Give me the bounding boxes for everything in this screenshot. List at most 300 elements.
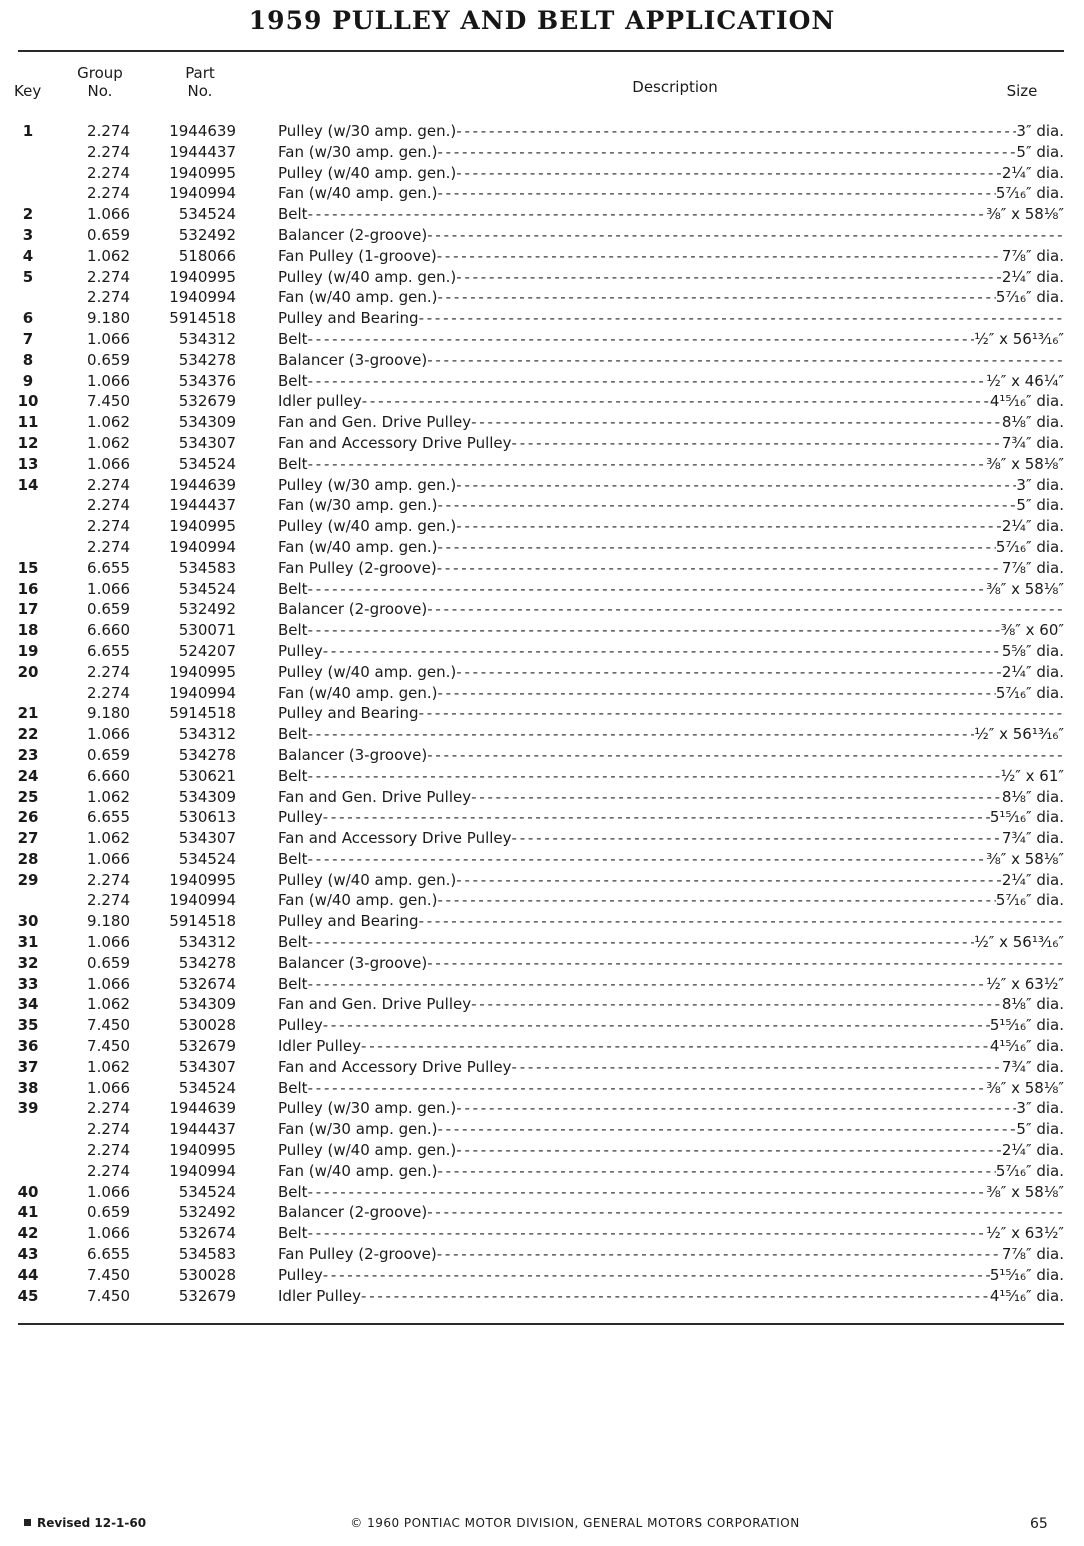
cell-description: Pulley (w/40 amp. gen.) (278, 662, 457, 681)
column-header-group (60, 64, 140, 100)
cell-description-line (278, 662, 1064, 683)
cell-part: 534524 (178, 454, 236, 473)
cell-key: 25 (17, 787, 39, 806)
cell-key: 27 (17, 829, 39, 848)
cell-part: 534524 (178, 205, 236, 224)
page-title: 1959 PULLEY AND BELT APPLICATION (248, 6, 836, 35)
cell-size: ⅜″ x 58⅛″ (986, 1078, 1064, 1097)
table-row (0, 183, 1084, 204)
cell-size: ½″ x 56¹³⁄₁₆″ (974, 329, 1064, 348)
table-row (0, 1057, 1084, 1078)
cell-group: 1.066 (87, 1224, 130, 1243)
cell-description: Balancer (3-groove) (278, 953, 428, 972)
table-row (0, 890, 1084, 911)
table-row (0, 163, 1084, 184)
cell-group: 0.659 (87, 953, 130, 972)
leader-dashes (308, 849, 987, 870)
cell-description-line (278, 558, 1064, 579)
table-row (0, 1036, 1084, 1057)
cell-group: 2.274 (87, 475, 130, 494)
cell-description: Pulley (278, 1265, 323, 1284)
table-row (0, 1182, 1084, 1203)
square-bullet-icon (24, 1519, 31, 1526)
cell-size: 7¾″ dia. (1001, 433, 1064, 452)
cell-description: Belt (278, 974, 308, 993)
cell-part: 532679 (178, 392, 236, 411)
cell-description: Pulley (278, 641, 323, 660)
cell-group: 1.062 (87, 246, 130, 265)
cell-description-line (278, 641, 1064, 662)
cell-key: 31 (17, 933, 39, 952)
cell-group: 7.450 (87, 1265, 130, 1284)
cell-key: 35 (17, 1016, 39, 1035)
cell-size: 5″ dia. (1016, 496, 1064, 515)
cell-key: 4 (22, 246, 34, 265)
cell-part: 1940995 (169, 163, 236, 182)
cell-key: 7 (22, 329, 34, 348)
cell-key: 9 (22, 371, 34, 390)
cell-description-line (278, 703, 1064, 724)
table-row (0, 724, 1084, 745)
cell-group: 1.066 (87, 974, 130, 993)
cell-part: 530028 (178, 1016, 236, 1035)
cell-key: 16 (17, 579, 39, 598)
table-row (0, 495, 1084, 516)
cell-description-line (278, 1015, 1064, 1036)
cell-description-line (278, 1286, 1064, 1307)
cell-part: 534309 (178, 995, 236, 1014)
cell-part: 1940994 (169, 288, 236, 307)
cell-description-line (278, 911, 1064, 932)
cell-description: Belt (278, 579, 308, 598)
table-row (0, 475, 1084, 496)
cell-description-line (278, 683, 1064, 704)
cell-key: 19 (17, 641, 39, 660)
cell-size: 7¾″ dia. (1001, 829, 1064, 848)
cell-size: 5⅝″ dia. (1001, 641, 1064, 660)
cell-part: 1944639 (169, 1099, 236, 1118)
table-row (0, 911, 1084, 932)
table-row (0, 620, 1084, 641)
leader-dashes (438, 183, 996, 204)
cell-part: 532492 (178, 1203, 236, 1222)
leader-dashes (308, 1223, 987, 1244)
cell-group: 2.274 (87, 163, 130, 182)
cell-group: 1.066 (87, 725, 130, 744)
cell-part: 532674 (178, 974, 236, 993)
cell-key: 41 (17, 1203, 39, 1222)
cell-description-line (278, 1202, 1064, 1223)
table-row (0, 329, 1084, 350)
cell-group: 2.274 (87, 1141, 130, 1160)
page-number: 65 (1030, 1516, 1048, 1532)
leader-dashes (438, 1119, 1017, 1140)
cell-group: 1.066 (87, 1182, 130, 1201)
leader-dashes (308, 620, 1001, 641)
cell-part: 1944437 (169, 496, 236, 515)
leader-dashes (456, 475, 1016, 496)
cell-part: 1944639 (169, 475, 236, 494)
leader-dashes (438, 537, 996, 558)
table-row (0, 225, 1084, 246)
cell-group: 1.062 (87, 413, 130, 432)
cell-part: 1944639 (169, 122, 236, 140)
cell-group: 1.066 (87, 849, 130, 868)
cell-size: 2¼″ dia. (1001, 1141, 1064, 1160)
cell-group: 7.450 (87, 1037, 130, 1056)
leader-dashes (438, 683, 996, 704)
cell-key: 5 (22, 267, 34, 286)
cell-description: Belt (278, 1224, 308, 1243)
cell-part: 530613 (178, 808, 236, 827)
cell-description-line (278, 475, 1064, 496)
cell-key: 11 (17, 413, 39, 432)
leader-dashes (427, 1202, 1064, 1223)
copyright-notice: © 1960 PONTIAC MOTOR DIVISION, GENERAL MOTORS CORPORATION (350, 1516, 800, 1530)
cell-description-line (278, 454, 1064, 475)
cell-description-line (278, 516, 1064, 537)
table-row (0, 1244, 1084, 1265)
cell-size: ½″ x 61″ (1000, 766, 1064, 785)
cell-group: 2.274 (87, 1161, 130, 1180)
cell-description: Idler pulley (278, 392, 362, 411)
cell-part: 534278 (178, 350, 236, 369)
cell-size: ½″ x 63½″ (986, 1224, 1064, 1243)
cell-group: 6.655 (87, 1245, 130, 1264)
cell-description-line (278, 849, 1064, 870)
cell-description: Belt (278, 205, 308, 224)
cell-size: 5¹⁵⁄₁₆″ dia. (989, 808, 1064, 827)
cell-description-line (278, 204, 1064, 225)
cell-description-line (278, 724, 1064, 745)
cell-key: 45 (17, 1286, 39, 1305)
cell-description: Fan (w/40 amp. gen.) (278, 288, 438, 307)
cell-group: 2.274 (87, 517, 130, 536)
cell-description-line (278, 932, 1064, 953)
cell-group: 2.274 (87, 683, 130, 702)
cell-part: 534278 (178, 953, 236, 972)
leader-dashes (308, 371, 987, 392)
cell-description: Fan (w/30 amp. gen.) (278, 142, 438, 161)
cell-group: 2.274 (87, 267, 130, 286)
cell-key: 24 (17, 766, 39, 785)
cell-part: 530071 (178, 621, 236, 640)
cell-key: 26 (17, 808, 39, 827)
cell-part: 534524 (178, 579, 236, 598)
cell-key: 12 (17, 433, 39, 452)
cell-size: 7⅞″ dia. (1001, 1245, 1064, 1264)
cell-part: 534312 (178, 725, 236, 744)
cell-group: 2.274 (87, 891, 130, 910)
cell-size: 2¼″ dia. (1001, 267, 1064, 286)
cell-size: 7⅞″ dia. (1001, 558, 1064, 577)
cell-description: Belt (278, 766, 308, 785)
cell-size: ⅜″ x 58⅛″ (986, 579, 1064, 598)
leader-dashes (437, 558, 1002, 579)
cell-key: 37 (17, 1057, 39, 1076)
cell-size: 3″ dia. (1016, 122, 1064, 140)
cell-part: 534524 (178, 849, 236, 868)
cell-description-line (278, 1057, 1064, 1078)
cell-part: 1940995 (169, 870, 236, 889)
cell-description: Pulley and Bearing (278, 912, 419, 931)
cell-description-line (278, 329, 1064, 350)
leader-dashes (308, 454, 987, 475)
table-row (0, 1078, 1084, 1099)
cell-part: 534376 (178, 371, 236, 390)
leader-dashes (438, 287, 996, 308)
cell-size: ½″ x 56¹³⁄₁₆″ (974, 725, 1064, 744)
cell-group: 2.274 (87, 537, 130, 556)
cell-group: 2.274 (87, 184, 130, 203)
cell-description: Belt (278, 1078, 308, 1097)
cell-description-line (278, 1078, 1064, 1099)
leader-dashes (361, 1286, 990, 1307)
cell-group: 7.450 (87, 1016, 130, 1035)
leader-dashes (456, 121, 1016, 142)
cell-description-line (278, 787, 1064, 808)
cell-description: Pulley (278, 1016, 323, 1035)
cell-group: 0.659 (87, 1203, 130, 1222)
cell-description: Balancer (2-groove) (278, 1203, 428, 1222)
cell-size: 7¾″ dia. (1001, 1057, 1064, 1076)
leader-dashes (308, 579, 987, 600)
cell-part: 532679 (178, 1037, 236, 1056)
cell-group: 1.062 (87, 1057, 130, 1076)
table-row (0, 641, 1084, 662)
table-header (0, 62, 1084, 112)
leader-dashes (437, 246, 1002, 267)
cell-size: ⅜″ x 58⅛″ (986, 454, 1064, 473)
cell-group: 2.274 (87, 288, 130, 307)
cell-part: 534524 (178, 1078, 236, 1097)
cell-description-line (278, 974, 1064, 995)
cell-key: 18 (17, 621, 39, 640)
cell-size: ⅜″ x 60″ (1000, 621, 1064, 640)
cell-part: 534312 (178, 933, 236, 952)
cell-part: 1940994 (169, 184, 236, 203)
leader-dashes (456, 1140, 1002, 1161)
cell-description-line (278, 620, 1064, 641)
table-row (0, 953, 1084, 974)
cell-description-line (278, 225, 1064, 246)
cell-key: 43 (17, 1245, 39, 1264)
parts-table (0, 121, 1084, 1306)
table-row (0, 516, 1084, 537)
cell-description: Balancer (3-groove) (278, 350, 428, 369)
cell-description: Fan and Gen. Drive Pulley (278, 995, 472, 1014)
leader-dashes (437, 1244, 1002, 1265)
leader-dashes (427, 599, 1064, 620)
cell-group: 6.655 (87, 808, 130, 827)
table-row (0, 121, 1084, 142)
cell-size: 5¹⁵⁄₁₆″ dia. (989, 1265, 1064, 1284)
leader-dashes (323, 641, 1002, 662)
cell-description: Pulley (278, 808, 323, 827)
leader-dashes (438, 142, 1017, 163)
cell-description-line (278, 142, 1064, 163)
cell-key: 15 (17, 558, 39, 577)
cell-size: 5⁷⁄₁₆″ dia. (995, 537, 1064, 556)
leader-dashes (323, 1265, 990, 1286)
cell-part: 534583 (178, 1245, 236, 1264)
cell-group: 2.274 (87, 496, 130, 515)
cell-size: 5⁷⁄₁₆″ dia. (995, 1161, 1064, 1180)
cell-key: 23 (17, 745, 39, 764)
table-row (0, 433, 1084, 454)
cell-key: 10 (17, 392, 39, 411)
leader-dashes (512, 828, 1002, 849)
cell-part: 5914518 (169, 704, 236, 723)
cell-description-line (278, 1036, 1064, 1057)
cell-size: 2¼″ dia. (1001, 870, 1064, 889)
header-line: Group (77, 64, 123, 82)
cell-description: Fan Pulley (2-groove) (278, 558, 437, 577)
cell-description-line (278, 807, 1064, 828)
cell-description: Fan (w/30 amp. gen.) (278, 1120, 438, 1139)
cell-group: 2.274 (87, 142, 130, 161)
cell-description: Fan (w/40 amp. gen.) (278, 1161, 438, 1180)
cell-group: 9.180 (87, 309, 130, 328)
table-row (0, 994, 1084, 1015)
cell-description: Fan (w/40 amp. gen.) (278, 537, 438, 556)
cell-group: 6.655 (87, 641, 130, 660)
cell-description: Pulley (w/40 amp. gen.) (278, 517, 457, 536)
cell-key: 6 (22, 309, 34, 328)
cell-group: 1.066 (87, 329, 130, 348)
cell-description: Fan (w/30 amp. gen.) (278, 496, 438, 515)
cell-description: Fan Pulley (1-groove) (278, 246, 437, 265)
cell-key: 22 (17, 725, 39, 744)
leader-dashes (419, 308, 1064, 329)
leader-dashes (308, 766, 1001, 787)
cell-size: 4¹⁵⁄₁₆″ dia. (989, 1037, 1064, 1056)
table-row (0, 391, 1084, 412)
cell-description-line (278, 267, 1064, 288)
table-row (0, 599, 1084, 620)
table-row (0, 1119, 1084, 1140)
cell-group: 7.450 (87, 392, 130, 411)
table-row (0, 703, 1084, 724)
cell-size: ½″ x 63½″ (986, 974, 1064, 993)
leader-dashes (427, 745, 1064, 766)
cell-description: Belt (278, 1182, 308, 1201)
leader-dashes (308, 204, 987, 225)
table-row (0, 287, 1084, 308)
cell-description: Fan (w/40 amp. gen.) (278, 184, 438, 203)
cell-description-line (278, 495, 1064, 516)
cell-key: 13 (17, 454, 39, 473)
cell-size: 5⁷⁄₁₆″ dia. (995, 184, 1064, 203)
cell-description-line (278, 121, 1064, 142)
cell-group: 2.274 (87, 870, 130, 889)
table-row (0, 870, 1084, 891)
cell-size: 5″ dia. (1016, 1120, 1064, 1139)
cell-group: 1.062 (87, 995, 130, 1014)
cell-group: 2.274 (87, 122, 130, 140)
cell-part: 5914518 (169, 309, 236, 328)
leader-dashes (427, 953, 1064, 974)
cell-part: 534312 (178, 329, 236, 348)
cell-key: 30 (17, 912, 39, 931)
leader-dashes (512, 433, 1002, 454)
cell-key: 21 (17, 704, 39, 723)
cell-description: Fan Pulley (2-groove) (278, 1245, 437, 1264)
cell-part: 534524 (178, 1182, 236, 1201)
cell-description: Fan and Accessory Drive Pulley (278, 1057, 512, 1076)
leader-dashes (456, 662, 1002, 683)
cell-size: 8⅛″ dia. (1001, 787, 1064, 806)
cell-description: Belt (278, 454, 308, 473)
cell-part: 534309 (178, 787, 236, 806)
cell-part: 1940995 (169, 1141, 236, 1160)
table-row (0, 1098, 1084, 1119)
cell-group: 6.660 (87, 766, 130, 785)
leader-dashes (323, 807, 990, 828)
cell-description-line (278, 890, 1064, 911)
cell-part: 534307 (178, 1057, 236, 1076)
cell-description: Balancer (3-groove) (278, 745, 428, 764)
cell-key: 32 (17, 953, 39, 972)
leader-dashes (438, 890, 996, 911)
cell-part: 1940995 (169, 662, 236, 681)
cell-description-line (278, 183, 1064, 204)
table-row (0, 371, 1084, 392)
cell-size: 3″ dia. (1016, 475, 1064, 494)
table-row (0, 766, 1084, 787)
cell-description: Fan and Accessory Drive Pulley (278, 829, 512, 848)
cell-description: Pulley (w/30 amp. gen.) (278, 475, 457, 494)
leader-dashes (427, 225, 1064, 246)
cell-size: 3″ dia. (1016, 1099, 1064, 1118)
table-row (0, 142, 1084, 163)
cell-part: 532492 (178, 600, 236, 619)
cell-description: Idler Pulley (278, 1037, 362, 1056)
cell-description-line (278, 994, 1064, 1015)
cell-key: 1 (22, 122, 34, 140)
cell-part: 530621 (178, 766, 236, 785)
cell-part: 534309 (178, 413, 236, 432)
cell-key: 33 (17, 974, 39, 993)
cell-group: 1.062 (87, 829, 130, 848)
table-row (0, 1286, 1084, 1307)
cell-group: 2.274 (87, 662, 130, 681)
leader-dashes (456, 870, 1002, 891)
cell-key: 36 (17, 1037, 39, 1056)
cell-description-line (278, 308, 1064, 329)
cell-part: 518066 (178, 246, 236, 265)
column-header-part (160, 64, 240, 100)
cell-description: Pulley and Bearing (278, 309, 419, 328)
cell-description-line (278, 1265, 1064, 1286)
header-line: Part (185, 64, 215, 82)
cell-size: 8⅛″ dia. (1001, 995, 1064, 1014)
column-header-key: Key (14, 82, 42, 100)
header-line: No. (187, 82, 213, 100)
cell-description: Idler Pulley (278, 1286, 362, 1305)
cell-description: Fan and Accessory Drive Pulley (278, 433, 512, 452)
cell-key: 29 (17, 870, 39, 889)
cell-key: 14 (17, 475, 39, 494)
leader-dashes (308, 1182, 987, 1203)
table-row (0, 1140, 1084, 1161)
cell-description: Fan (w/40 amp. gen.) (278, 683, 438, 702)
cell-description-line (278, 163, 1064, 184)
cell-part: 1940994 (169, 683, 236, 702)
table-row (0, 1161, 1084, 1182)
cell-description-line (278, 870, 1064, 891)
cell-description: Fan and Gen. Drive Pulley (278, 413, 472, 432)
